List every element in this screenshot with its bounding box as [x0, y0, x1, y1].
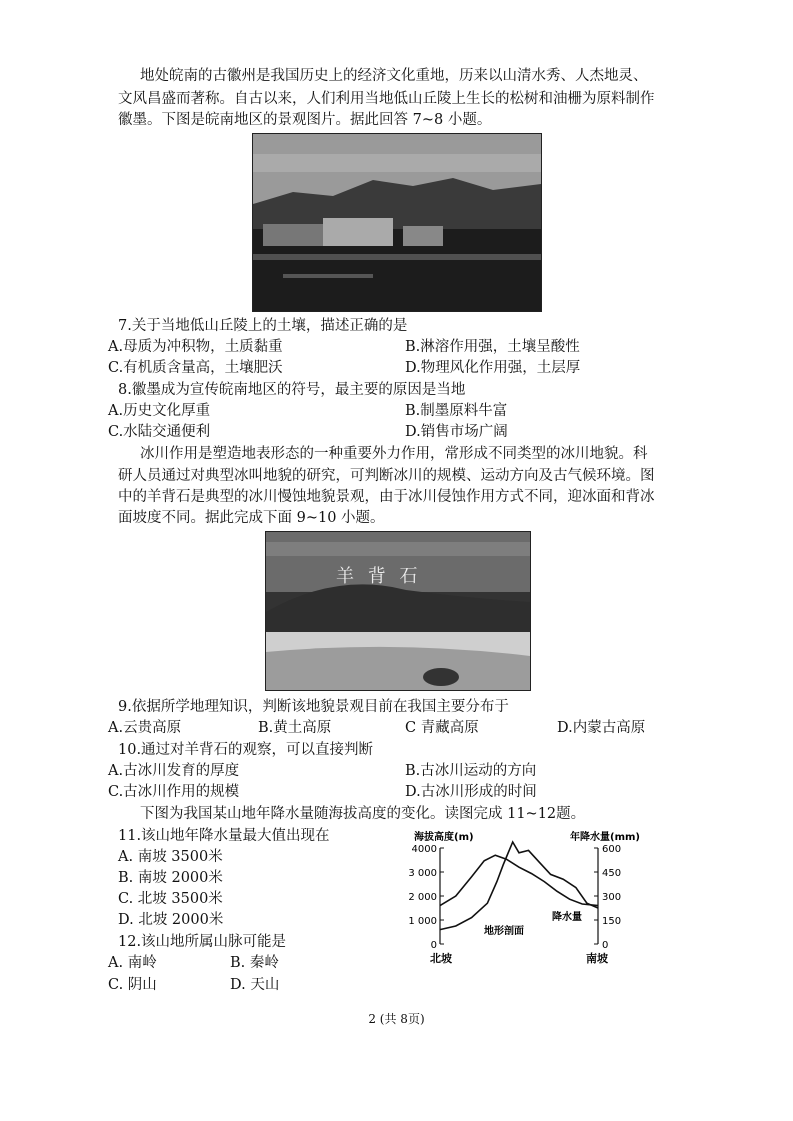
option-b: B.古冰川运动的方向: [405, 763, 537, 779]
y-tick-label: 0: [430, 940, 437, 951]
glacier-landform-photo: [265, 531, 531, 691]
option-a: A.母质为冲积物，土质黏重: [108, 339, 283, 355]
passage-line: 冰川作用是塑造地表形态的一种重要外力作用，常形成不同类型的冰川地貌。科: [140, 446, 648, 462]
option-c: C 青藏高原: [405, 720, 479, 736]
option-c: C.有机质含量高，土壤肥沃: [108, 360, 283, 376]
option-c: C. 北坡 3500米: [118, 891, 223, 907]
option-d: D.古冰川形成的时间: [405, 784, 537, 800]
option-b: B.制墨原料牛富: [405, 403, 508, 419]
y2-tick-label: 150: [602, 916, 622, 927]
option-c: C.水陆交通便利: [108, 424, 211, 440]
option-c: C.古冰川作用的规模: [108, 784, 240, 800]
passage-line: 研人员通过对典型冰叫地貌的研究，可判断冰川的规模、运动方向及古气候环境。图: [118, 468, 655, 484]
question-stem: 10.通过对羊背石的观察，可以直接判断: [118, 742, 374, 758]
passage-line: 面坡度不同。据此完成下面 9~10 小题。: [118, 510, 385, 526]
passage-line: 徽墨。下图是皖南地区的景观图片。据此回答 7~8 小题。: [118, 112, 492, 128]
y2-tick-label: 0: [602, 940, 609, 951]
option-a: A.云贵高原: [108, 720, 182, 736]
precipitation-line: [440, 855, 598, 905]
option-b: B. 南坡 2000米: [118, 870, 223, 886]
y2-tick-label: 450: [602, 868, 622, 879]
page-footer: 2 (共 8页): [368, 1012, 425, 1026]
option-c: C. 阴山: [108, 977, 157, 993]
passage-line: 中的羊背石是典型的冰川慢蚀地貌景观，由于冰川侵蚀作用方式不同，迎冰面和背冰: [118, 489, 655, 505]
option-d: D.物理风化作用强，土层厚: [405, 360, 581, 376]
passage-line: 下图为我国某山地年降水量随海拔高度的变化。读图完成 11~12题。: [140, 806, 586, 822]
precipitation-series-label: 降水量: [552, 912, 582, 923]
passage-line: 地处皖南的古徽州是我国历史上的经济文化重地，历来以山清水秀、人杰地灵、: [140, 68, 648, 84]
option-a: A. 南坡 3500米: [118, 849, 223, 865]
x-label-north-slope: 北坡: [430, 952, 452, 965]
question-stem: 7.关于当地低山丘陵上的土壤，描述正确的是: [118, 318, 408, 334]
y-tick-label: 4000: [411, 844, 437, 855]
passage-line: 文风昌盛而著称。自古以来，人们利用当地低山丘陵上生长的松树和油栅为原料制作: [118, 91, 655, 107]
y2-tick-label: 600: [602, 844, 622, 855]
y2-tick-label: 300: [602, 892, 622, 903]
precipitation-elevation-chart: [400, 828, 640, 968]
y2-axis-label: 年降水量(mm): [570, 832, 640, 843]
landscape-photo: [252, 133, 542, 312]
option-b: B.淋溶作用强，土壤呈酸性: [405, 339, 580, 355]
option-d: D. 北坡 2000米: [118, 912, 224, 928]
question-stem: 8.徽墨成为宣传皖南地区的符号，最主要的原因是当地: [118, 382, 466, 398]
option-d: D.内蒙古高原: [557, 720, 646, 736]
question-stem: 9.依据所学地理知识，判断该地貌景观目前在我国主要分布于: [118, 699, 509, 715]
question-stem: 11.该山地年降水量最大值出现在: [118, 828, 330, 844]
option-a: A.历史文化厚重: [108, 403, 211, 419]
photo-label: 羊 背 石: [336, 566, 422, 587]
y-tick-label: 3 000: [408, 868, 437, 879]
terrain-series-label: 地形剖面: [484, 926, 524, 937]
option-d: D. 天山: [230, 977, 280, 993]
option-b: B. 秦岭: [230, 955, 279, 971]
y-tick-label: 2 000: [408, 892, 437, 903]
option-a: A. 南岭: [108, 955, 157, 971]
option-a: A.古冰川发育的厚度: [108, 763, 240, 779]
y-axis-label: 海拔高度(m): [414, 832, 474, 843]
option-d: D.销售市场广阔: [405, 424, 508, 440]
question-stem: 12.该山地所属山脉可能是: [118, 934, 287, 950]
y-tick-label: 1 000: [408, 916, 437, 927]
option-b: B.黄土高原: [258, 720, 332, 736]
x-label-south-slope: 南坡: [586, 952, 608, 965]
